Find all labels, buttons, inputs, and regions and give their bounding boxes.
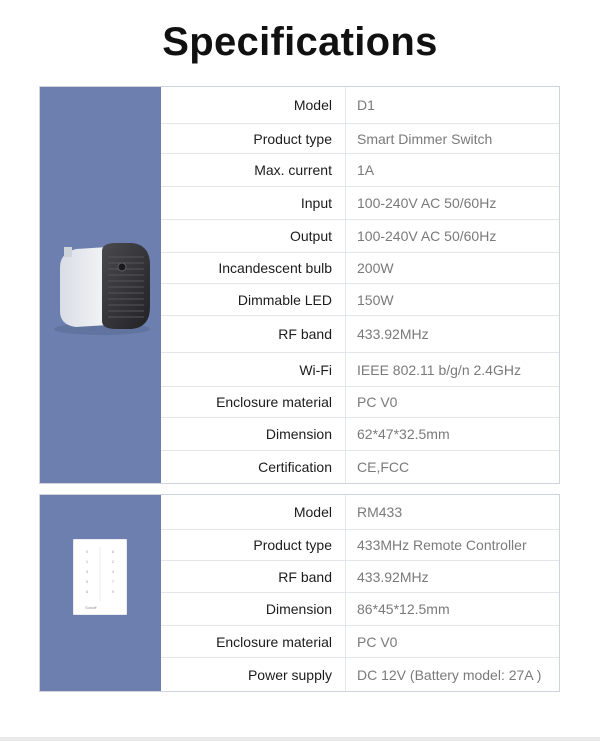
spec-row	[161, 451, 559, 483]
spec-value: IEEE 802.11 b/g/n 2.4GHz	[357, 361, 521, 378]
spec-label: Dimmable LED	[237, 291, 332, 308]
column-divider	[345, 87, 346, 123]
spec-value: D1	[357, 97, 375, 113]
spec-row	[161, 593, 559, 626]
column-divider	[345, 626, 346, 657]
spec-value: 86*45*12.5mm	[357, 601, 450, 617]
spec-row	[161, 187, 559, 220]
spec-label: Max. current	[254, 162, 332, 178]
column-divider	[345, 418, 346, 450]
rm433-spec-table	[39, 494, 560, 692]
column-divider	[345, 253, 346, 283]
column-divider	[345, 561, 346, 592]
column-divider	[345, 387, 346, 417]
spec-label: Power supply	[247, 666, 332, 683]
column-divider	[345, 187, 346, 219]
spec-label: Model	[293, 504, 332, 520]
spec-row	[161, 495, 559, 530]
spec-label: Enclosure material	[216, 633, 332, 650]
column-divider	[345, 593, 346, 625]
spec-row	[161, 626, 559, 658]
page-title: Specifications	[162, 20, 438, 64]
column-divider	[345, 495, 346, 529]
spec-row	[161, 353, 559, 387]
spec-value: 1A	[357, 162, 375, 178]
spec-label: Incandescent bulb	[218, 260, 332, 276]
spec-value: 433.92MHz	[357, 568, 429, 585]
column-divider	[345, 284, 346, 315]
bottom-divider	[0, 737, 600, 741]
spec-row	[161, 561, 559, 593]
spec-value: 200W	[357, 260, 394, 276]
spec-label: RF band	[278, 326, 332, 342]
spec-value: CE,FCC	[357, 459, 410, 475]
spec-label: Certification	[258, 459, 332, 475]
spec-row	[161, 387, 559, 418]
d1-spec-rows	[161, 87, 559, 483]
column-divider	[345, 124, 346, 153]
spec-value: 150W	[357, 291, 394, 308]
remote-button-label: 0	[85, 549, 89, 554]
spec-value: 433.92MHz	[357, 326, 429, 342]
remote-button-label: 4	[111, 569, 115, 574]
d1-image-panel	[40, 87, 161, 483]
spec-row	[161, 284, 559, 316]
spec-value: 100-240V AC 50/60Hz	[357, 228, 497, 244]
spec-value: PC V0	[357, 394, 398, 410]
rm433-spec-rows	[161, 495, 559, 691]
d1-spec-table	[39, 86, 560, 484]
spec-label: Product type	[253, 537, 332, 553]
remote-button-label: 2	[111, 559, 115, 564]
spec-label: Product type	[253, 130, 332, 147]
rm433-image-panel	[40, 495, 161, 691]
spec-row	[161, 418, 559, 451]
spec-value: 100-240V AC 50/60Hz	[357, 195, 497, 211]
spec-row	[161, 87, 559, 124]
spec-row	[161, 253, 559, 284]
remote-button-label: 6	[111, 549, 115, 554]
remote-button-label: 9	[111, 589, 115, 594]
dimmer-device-image	[46, 237, 156, 337]
spec-label: Output	[289, 228, 332, 244]
spec-label: Dimension	[265, 601, 332, 617]
spec-label: Enclosure material	[216, 394, 332, 410]
column-divider	[345, 220, 346, 252]
spec-value: RM433	[357, 504, 403, 520]
spec-row	[161, 124, 559, 154]
spec-label: Model	[293, 97, 332, 113]
spec-label: Wi-Fi	[299, 361, 332, 378]
spec-value: PC V0	[357, 633, 398, 650]
spec-value: DC 12V (Battery model: 27A )	[357, 666, 542, 683]
spec-value: 62*47*32.5mm	[357, 426, 450, 442]
spec-row	[161, 658, 559, 691]
column-divider	[345, 154, 346, 186]
spec-row	[161, 220, 559, 253]
remote-button-label: 8	[85, 589, 89, 594]
spec-row	[161, 154, 559, 187]
spec-value: 433MHz Remote Controller	[357, 537, 527, 553]
remote-button-label: 3	[85, 569, 89, 574]
spec-row	[161, 316, 559, 353]
spec-value: Smart Dimmer Switch	[357, 130, 493, 147]
spec-label: Input	[300, 195, 332, 211]
remote-button-label: 7	[111, 579, 115, 584]
column-divider	[345, 530, 346, 560]
spec-label: RF band	[278, 568, 332, 585]
column-divider	[345, 451, 346, 483]
remote-button-label: 1	[85, 559, 89, 564]
spec-row	[161, 530, 559, 561]
remote-button-label: 5	[85, 579, 89, 584]
spec-label: Dimension	[265, 426, 332, 442]
column-divider	[345, 353, 346, 386]
remote-brand-text: Sonoff	[85, 605, 97, 610]
column-divider	[345, 316, 346, 352]
remote-controller-image	[73, 539, 127, 615]
column-divider	[345, 658, 346, 691]
